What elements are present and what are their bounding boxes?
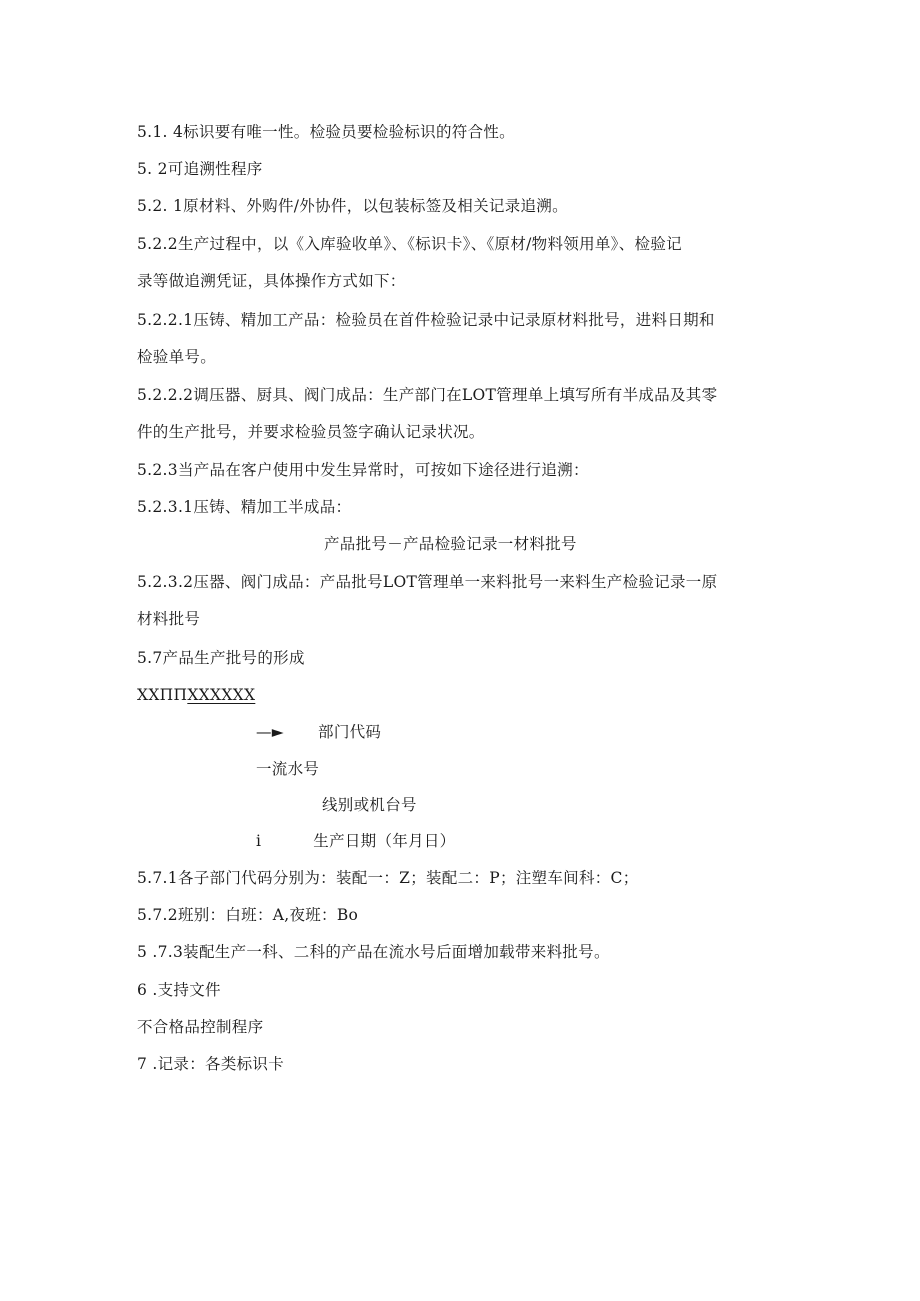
supporting-doc-item: 不合格品控制程序 — [137, 1018, 264, 1036]
batch-code-format — [137, 684, 255, 706]
batch-code-prefix: XXΠΠ — [137, 686, 188, 704]
clause-5-2-3: 5.2.3当产品在客户使用中发生异常时，可按如下途径进行追溯： — [137, 461, 589, 479]
clause-5-2-2-line2: 录等做追溯凭证，具体操作方式如下： — [137, 272, 406, 290]
section-5-2-heading: 5. 2可追溯性程序 — [137, 160, 263, 178]
clause-5-2-2-1-line2: 检验单号。 — [137, 348, 217, 366]
section-6-heading: 6 .支持文件 — [137, 981, 221, 999]
clause-5-2-2-1-line1: 5.2.2.1压铸、精加工产品：检验员在首件检验记录中记录原材料批号，进料日期和 — [137, 311, 715, 329]
clause-5-2-2-2-line1: 5.2.2.2调压器、厨具、阀门成品：生产部门在LOT管理单上填写所有半成品及其零 — [137, 386, 718, 404]
arrow-right-icon: —► — [256, 723, 285, 741]
section-5-7-heading: 5.7产品生产批号的形成 — [137, 649, 305, 667]
clause-5-2-3-1: 5.2.3.1压铸、精加工半成品： — [137, 498, 352, 516]
clause-5-2-2-line1: 5.2.2生产过程中，以《入库验收单》、《标识卡》、《原材/物料领用单》、检验记 — [137, 235, 682, 253]
section-7-heading: 7 .记录：各类标识卡 — [137, 1055, 285, 1073]
clause-5-7-3: 5 .7.3装配生产一科、二科的产品在流水号后面增加载带来料批号。 — [137, 943, 610, 961]
legend-dept-code — [256, 721, 381, 743]
legend-prod-date — [256, 830, 455, 852]
trace-path-semi-finished: 产品批号－产品检验记录一材料批号 — [324, 535, 577, 553]
i-marker: i — [256, 832, 262, 850]
clause-5-1-4: 5.1. 4标识要有唯一性。检验员要检验标识的符合性。 — [137, 123, 515, 141]
legend-serial-no: 一流水号 — [256, 760, 320, 778]
clause-5-2-2-2-line2: 件的生产批号，并要求检验员签字确认记录状况。 — [137, 423, 485, 441]
clause-5-2-3-2-line2: 材料批号 — [137, 610, 201, 628]
clause-5-7-1: 5.7.1各子部门代码分别为：装配一：Z；装配二：P；注塑车间科：C； — [137, 869, 639, 887]
legend-line-machine: 线别或机台号 — [322, 796, 417, 814]
clause-5-2-3-2-line1: 5.2.3.2压器、阀门成品：产品批号LOT管理单一来料批号一来料生产检验记录一原 — [137, 573, 718, 591]
prod-date-label: 生产日期（年月日） — [313, 832, 456, 850]
dept-code-label: 部门代码 — [318, 723, 382, 741]
batch-code-suffix: XXXXXX — [187, 686, 256, 704]
clause-5-2-1: 5.2. 1原材料、外购件/外协件，以包装标签及相关记录追溯。 — [137, 197, 568, 215]
clause-5-7-2: 5.7.2班别：白班：A,夜班：Bo — [137, 906, 359, 924]
